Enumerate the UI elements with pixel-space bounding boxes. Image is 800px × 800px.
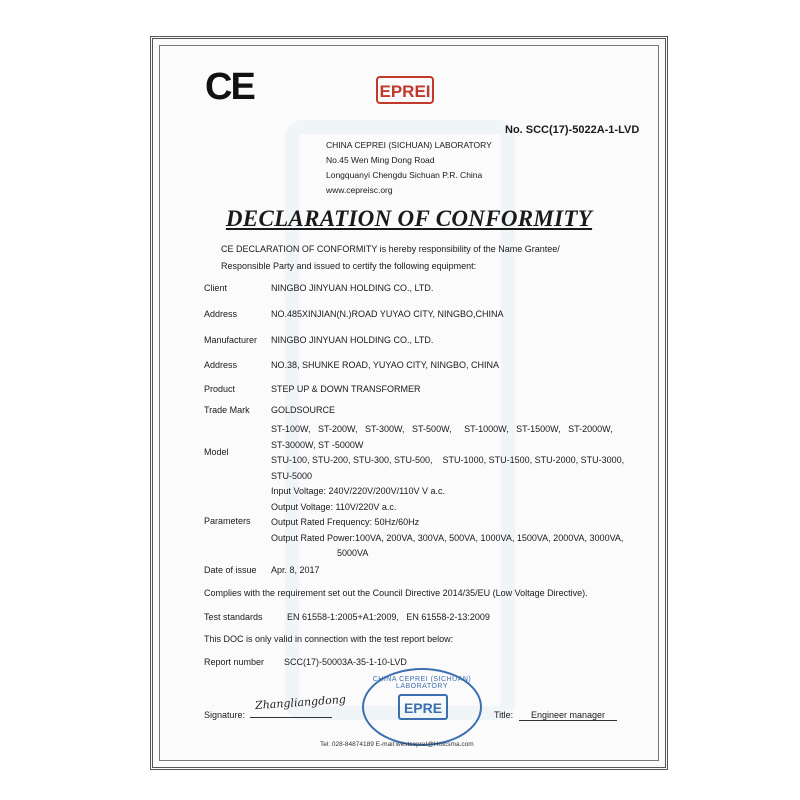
model-line-1: ST-100W, ST-200W, ST-300W, ST-500W, ST-1000W, ST-1500W, ST-2000W,: [271, 424, 613, 434]
manufacturer-label: Manufacturer: [204, 335, 258, 345]
trademark-label: Trade Mark: [204, 405, 250, 415]
title-value: Engineer manager: [519, 710, 617, 721]
issue-value: Apr. 8, 2017: [271, 565, 320, 575]
parameters-label: Parameters: [204, 516, 251, 526]
model-line-4: STU-5000: [271, 470, 313, 481]
issue-label: Date of issue: [204, 565, 257, 575]
parameters-list: [271, 484, 651, 562]
standards-label: Test standards: [204, 612, 263, 622]
lab-address-2: Longquanyi Chengdu Sichuan P.R. China: [326, 170, 483, 180]
signature-script: Zhangliangdong: [254, 692, 347, 713]
address-value: NO.485XINJIAN(N.)ROAD YUYAO CITY, NINGBO,CHINA: [271, 309, 504, 319]
trademark-value: GOLDSOURCE: [271, 405, 336, 415]
signature-label: Signature:: [204, 710, 246, 720]
address-label: Address: [204, 309, 238, 319]
certificate-number: No. SCC(17)-5022A-1-LVD: [505, 124, 640, 136]
standards-value: EN 61558-1:2005+A1:2009, EN 61558-2-13:2009: [287, 612, 490, 622]
model-line-3: STU-100, STU-200, STU-300, STU-500, STU-1000, STU-1500, STU-2000, STU-3000,: [271, 455, 625, 465]
client-value: NINGBO JINYUAN HOLDING CO., LTD.: [271, 283, 434, 293]
product-value: STEP UP & DOWN TRANSFORMER: [271, 384, 421, 394]
lab-address-1: No.45 Wen Ming Dong Road: [326, 155, 435, 165]
signature-line: [250, 717, 332, 718]
ce-logo: CE: [205, 66, 254, 108]
address2-value: NO.38, SHUNKE ROAD, YUYAO CITY, NINGBO, CHINA: [271, 360, 500, 370]
complies-text: Complies with the requirement set out the Council Directive 2014/35/EU (Low Voltage Directive).: [204, 588, 588, 598]
lab-name: CHINA CEPREI (SICHUAN) LABORATORY: [326, 140, 492, 150]
model-line-2: ST-3000W, ST -5000W: [271, 439, 364, 450]
param-frequency: Output Rated Frequency: 50Hz/60Hz: [271, 517, 420, 527]
product-label: Product: [204, 384, 236, 394]
seal-ring-text: CHINA CEPREI (SICHUAN) LABORATORY: [372, 676, 472, 690]
intro-line-1: CE DECLARATION OF CONFORMITY is hereby responsibility of the Name Grantee/: [221, 244, 560, 254]
intro-line-2: Responsible Party and issued to certify the following equipment:: [221, 261, 477, 271]
intro-text: [221, 241, 641, 275]
doc-valid-text: This DOC is only valid in connection with the test report below:: [204, 634, 454, 644]
document-title: DECLARATION OF CONFORMITY: [225, 206, 593, 231]
model-list: [271, 422, 651, 484]
param-output-voltage: Output Voltage: 110V/220V a.c.: [271, 501, 397, 512]
param-power-cont: 5000VA: [337, 548, 369, 558]
laboratory-seal: [362, 668, 482, 746]
address2-label: Address: [204, 360, 238, 370]
report-value: SCC(17)-50003A-35-1-10-LVD: [284, 657, 407, 667]
report-label: Report number: [204, 657, 265, 667]
client-label: Client: [204, 283, 228, 293]
param-power: Output Rated Power:100VA, 200VA, 300VA, 500VA, 1000VA, 1500VA, 2000VA, 3000VA,: [271, 532, 624, 543]
manufacturer-value: NINGBO JINYUAN HOLDING CO., LTD.: [271, 335, 434, 345]
param-input-voltage: Input Voltage: 240V/220V/200V/110V V a.c.: [271, 486, 445, 496]
model-label: Model: [204, 447, 229, 457]
seal-core-text: EPRE: [398, 694, 448, 720]
title-label: Title:: [494, 710, 514, 720]
lab-website: www.cepreisc.org: [326, 185, 393, 195]
contact-footer: Tel: 028-84874189 E-mail:westcepreI@Hotcsma.com: [320, 741, 474, 748]
eprei-logo: EPREI: [376, 76, 434, 104]
